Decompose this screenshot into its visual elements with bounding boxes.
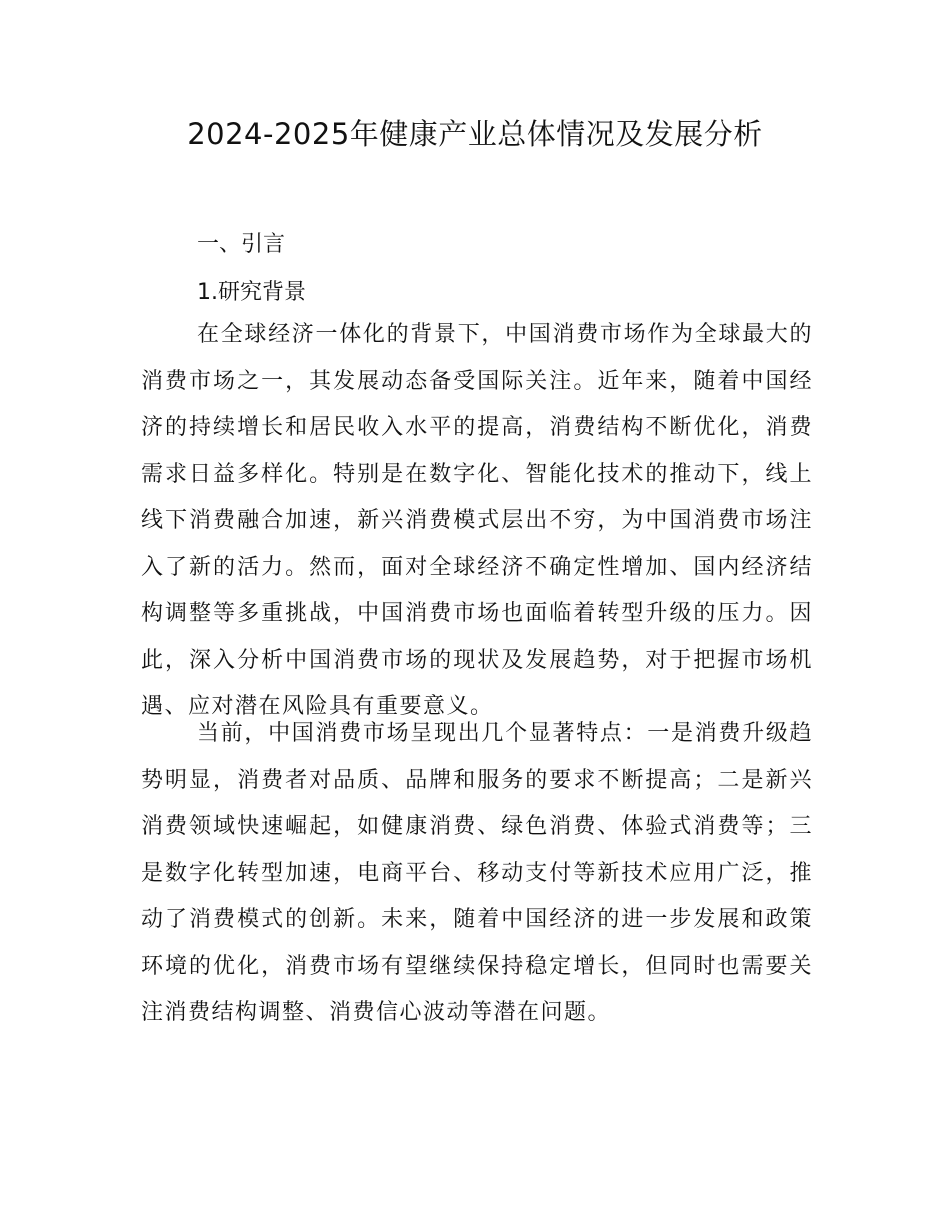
section-heading: 一、引言 bbox=[197, 232, 286, 257]
body-paragraph: 在全球经济一体化的背景下，中国消费市场作为全球最大的消费市场之一，其发展动态备受国际关注。近年来，随着中国经济的持续增长和居民收入水平的提高，消费结构不断优化，消费需求日益多样化。特别是在数字化、智能化技术的推动下，线上线下消费融合加速，新兴消费模式层出不穷，为中国消费市场注入了新的活力。然而，面对全球经济不确定性增加、国内经济结构调整等多重挑战，中国消费市场也面临着转型升级的压力。因此，深入分析中国消费市场的现状及发展趋势，对于把握市场机遇、应对潜在风险具有重要意义。 bbox=[141, 322, 813, 719]
body-paragraph: 当前，中国消费市场呈现出几个显著特点：一是消费升级趋势明显，消费者对品质、品牌和服务的要求不断提高；二是新兴消费领域快速崛起，如健康消费、绿色消费、体验式消费等；三是数字化转型加速，电商平台、移动支付等新技术应用广泛，推动了消费模式的创新。未来，随着中国经济的进一步发展和政策环境的优化，消费市场有望继续保持稳定增长，但同时也需要关注消费结构调整、消费信心波动等潜在问题。 bbox=[141, 721, 813, 1025]
document-title: 2024-2025年健康产业总体情况及发展分析 bbox=[187, 117, 763, 151]
subsection-heading: 1.研究背景 bbox=[197, 280, 306, 305]
